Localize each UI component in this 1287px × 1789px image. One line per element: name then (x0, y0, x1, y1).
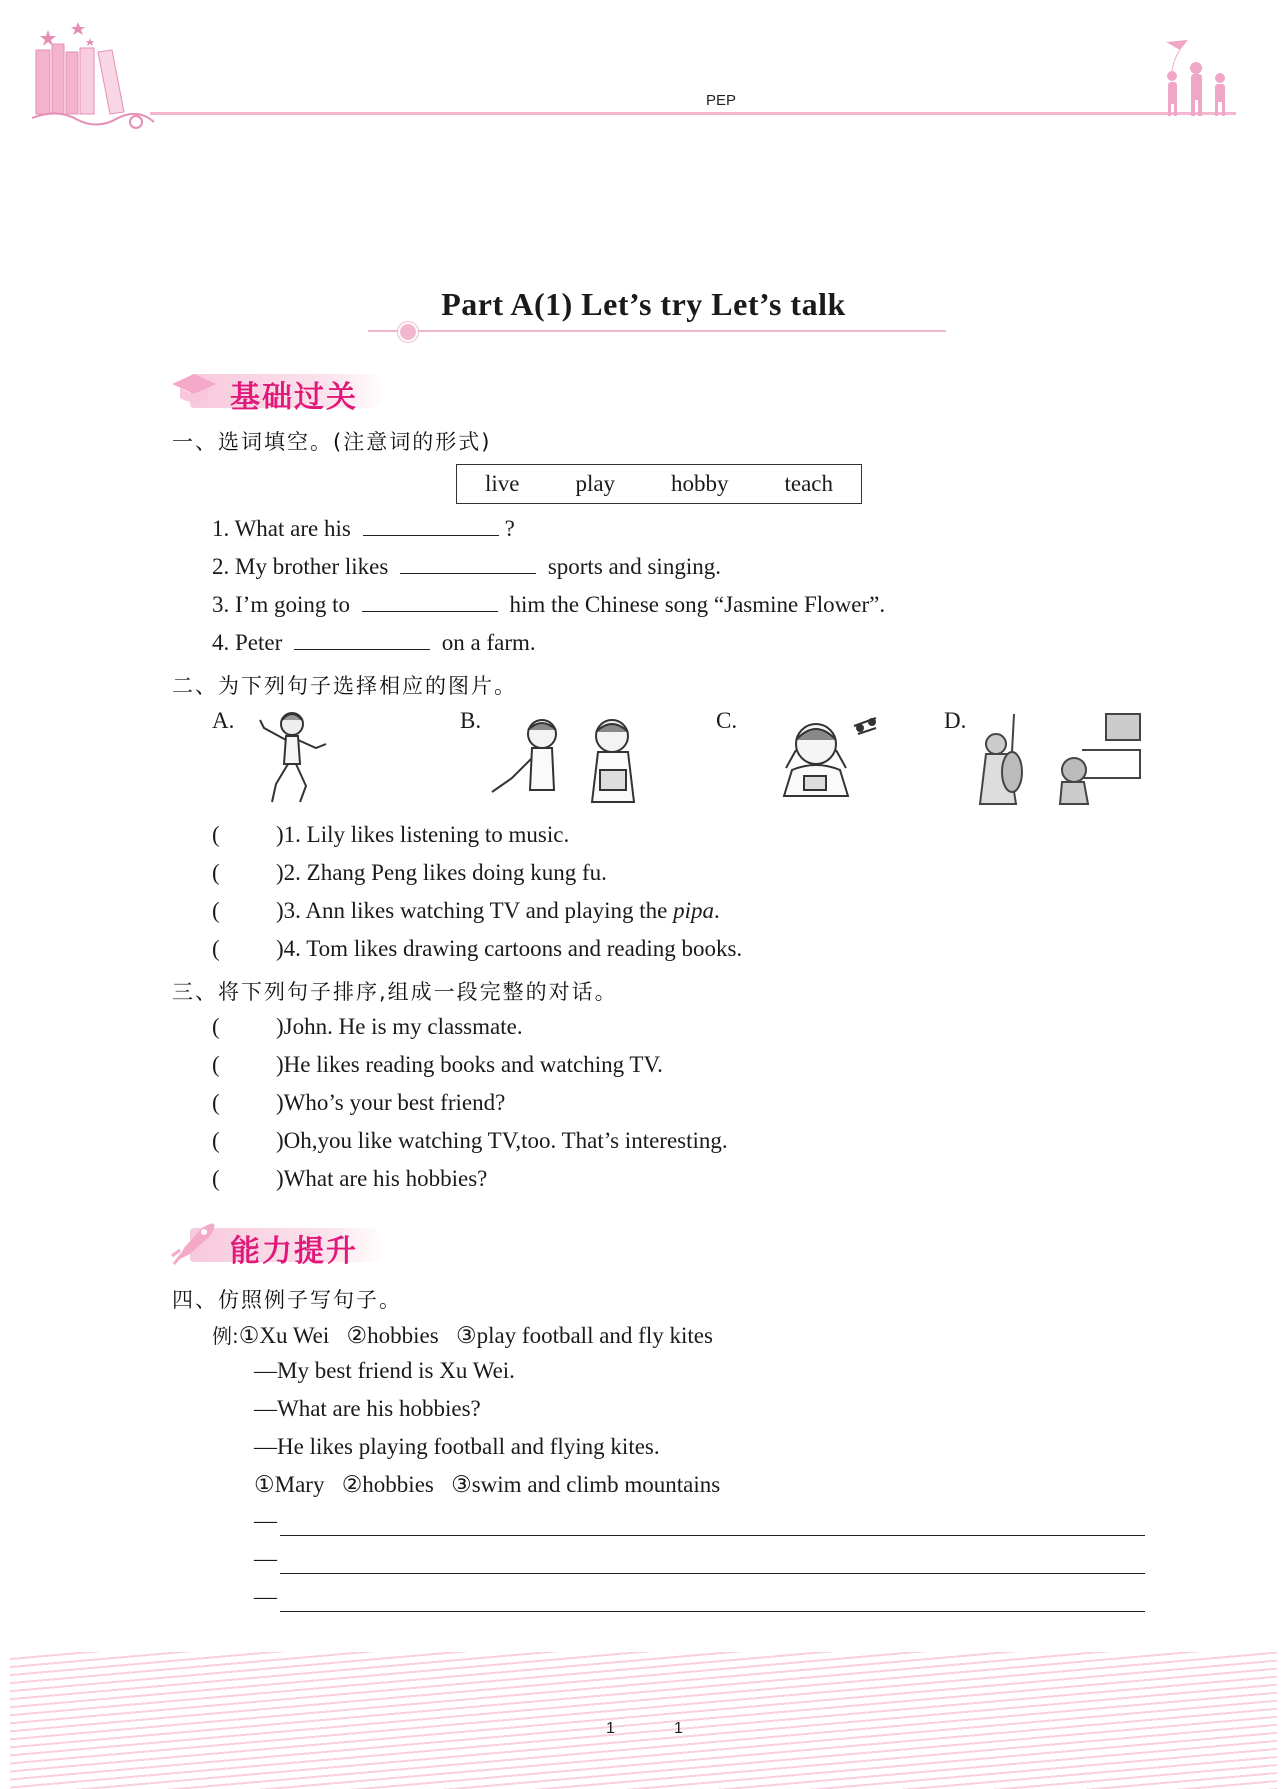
footer-wave-band (10, 1652, 1277, 1789)
item-number: 2. (212, 554, 230, 579)
item-number: 1. (212, 516, 230, 541)
order-item (212, 1166, 487, 1192)
example-line: —What are his hobbies? (254, 1396, 481, 1421)
q4-heading: 四、仿照例子写句子。 (172, 1288, 402, 1312)
girl-listening-music-icon (772, 710, 882, 804)
title-rule (368, 330, 946, 332)
answer-paren[interactable]: ( (212, 1128, 220, 1153)
fill-blank[interactable] (400, 572, 536, 574)
match-item (212, 936, 742, 962)
header-rule (150, 112, 1236, 115)
word-bank-item: teach (784, 471, 834, 496)
example-cues (212, 1320, 713, 1349)
q1-item (212, 630, 536, 656)
girl-pipa-and-tv-icon (974, 710, 1144, 808)
answer-paren[interactable]: ( (212, 1090, 220, 1115)
page-number-right: 1 (674, 1720, 683, 1737)
item-text: I’m going to (235, 592, 350, 617)
page-title: Part A(1) Let’s try Let’s talk (441, 286, 846, 322)
order-item (212, 1128, 728, 1154)
answer-paren[interactable]: ( (212, 936, 220, 961)
fill-blank[interactable] (294, 648, 430, 650)
answer-dash: — (254, 1546, 277, 1571)
example-line: —My best friend is Xu Wei. (254, 1358, 515, 1383)
item-text: )1. Lily likes listening to music. (276, 822, 570, 847)
rocket-icon (168, 1218, 220, 1268)
q1-item (212, 516, 515, 542)
order-item (212, 1090, 505, 1116)
section-label: 能力提升 (230, 1234, 358, 1269)
option-label-b: B. (460, 708, 482, 733)
answer-dash: — (254, 1584, 277, 1609)
section-banner-advanced (168, 1218, 398, 1268)
answer-paren[interactable]: ( (212, 860, 220, 885)
fill-blank[interactable] (362, 610, 498, 612)
answer-paren[interactable]: ( (212, 1166, 220, 1191)
match-item (212, 860, 607, 886)
q1-item (212, 554, 721, 580)
word-bank-item: hobby (671, 471, 729, 496)
answer-dash: — (254, 1508, 277, 1533)
word-bank (456, 464, 862, 504)
item-text: him the Chinese song “Jasmine Flower”. (509, 592, 886, 617)
q1-item (212, 592, 885, 618)
section-banner-basic (168, 364, 398, 414)
answer-paren[interactable]: ( (212, 1014, 220, 1039)
task-cues: ①Mary ②hobbies ③swim and climb mountains (254, 1472, 721, 1497)
word-bank-item: play (575, 471, 616, 496)
boys-drawing-reading-icon (488, 712, 648, 806)
word-bank-item: live (484, 471, 520, 496)
match-item (212, 898, 720, 924)
example-label: 例: (212, 1324, 239, 1348)
option-label-d: D. (944, 708, 967, 733)
books-logo-icon (28, 22, 158, 132)
example-cues-text: ①Xu Wei ②hobbies ③play football and fly kites (238, 1323, 713, 1348)
item-text: )John. He is my classmate. (276, 1014, 523, 1039)
kids-flying-kite-icon (1158, 38, 1238, 120)
order-item (212, 1014, 523, 1040)
item-text: What are his (234, 516, 351, 541)
answer-paren[interactable]: ( (212, 822, 220, 847)
item-text: )Who’s your best friend? (276, 1090, 506, 1115)
item-text: Peter (235, 630, 283, 655)
item-number: 4. (212, 630, 230, 655)
item-text: )2. Zhang Peng likes doing kung fu. (276, 860, 607, 885)
answer-line[interactable] (280, 1535, 1145, 1536)
match-item (212, 822, 569, 848)
item-text-italic: pipa (673, 898, 715, 923)
option-label-c: C. (716, 708, 738, 733)
example-line: —He likes playing football and flying kites. (254, 1434, 660, 1459)
fill-blank[interactable] (363, 534, 499, 536)
item-text: )He likes reading books and watching TV. (276, 1052, 663, 1077)
item-text: )What are his hobbies? (276, 1166, 488, 1191)
item-text: sports and singing. (547, 554, 721, 579)
item-text: )3. Ann likes watching TV and playing the (276, 898, 674, 923)
series-label: PEP (706, 92, 737, 109)
order-item (212, 1052, 663, 1078)
q3-heading: 三、将下列句子排序,组成一段完整的对话。 (172, 980, 618, 1004)
answer-paren[interactable]: ( (212, 898, 220, 923)
item-text: )4. Tom likes drawing cartoons and reading books. (276, 936, 743, 961)
answer-line[interactable] (280, 1573, 1145, 1574)
answer-paren[interactable]: ( (212, 1052, 220, 1077)
title-dot (398, 322, 418, 342)
item-text: ? (504, 516, 515, 541)
page-number-left: 1 (606, 1720, 615, 1737)
kung-fu-boy-icon (250, 706, 330, 806)
item-text: )Oh,you like watching TV,too. That’s interesting. (276, 1128, 728, 1153)
graduation-cap-icon (168, 364, 220, 414)
item-number: 3. (212, 592, 230, 617)
option-label-a: A. (212, 708, 235, 733)
section-label: 基础过关 (230, 380, 358, 415)
item-text: My brother likes (235, 554, 389, 579)
item-text: . (714, 898, 720, 923)
item-text: on a farm. (441, 630, 536, 655)
q2-heading: 二、为下列句子选择相应的图片。 (172, 674, 517, 698)
answer-line[interactable] (280, 1611, 1145, 1612)
q1-heading: 一、选词填空。(注意词的形式) (172, 430, 492, 454)
